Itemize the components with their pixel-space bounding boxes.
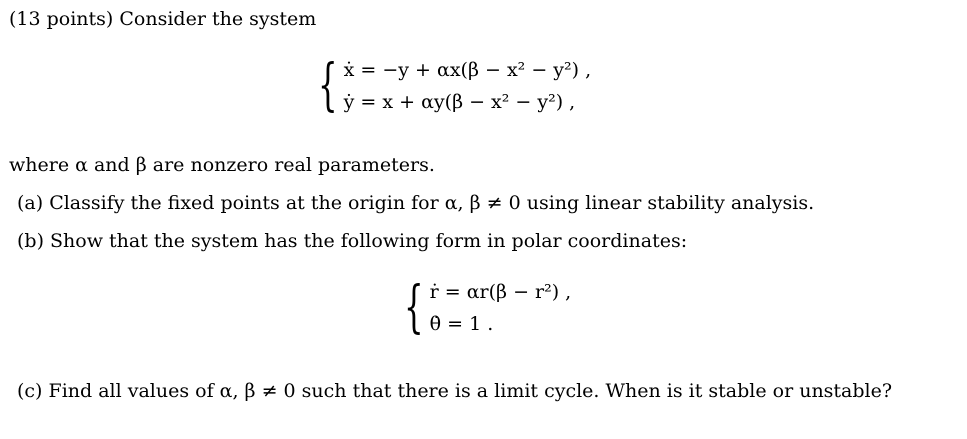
equation-group	[344, 59, 591, 113]
ode-system-cartesian	[318, 53, 592, 118]
part-b-question: (b) Show that the system has the following form in polar coordinates:	[17, 230, 688, 252]
ode-system-polar	[404, 275, 572, 340]
equation-r-dot: ṙ = αr(β − r²) ,	[429, 281, 572, 303]
problem-header: (13 points) Consider the system	[9, 8, 317, 30]
part-c-question: (c) Find all values of α, β ≠ 0 such that there is a limit cycle. When is it stable or unstable?	[17, 380, 893, 402]
left-brace: {	[404, 275, 424, 340]
equation-group	[430, 281, 572, 335]
part-a-question: (a) Classify the fixed points at the origin for α, β ≠ 0 using linear stability analysis.	[17, 192, 815, 214]
equation-theta-dot: θ̇ = 1 .	[429, 313, 494, 335]
parameter-statement: where α and β are nonzero real parameters.	[9, 154, 435, 176]
equation-x-dot: ẋ = −y + αx(β − x² − y²) ,	[343, 59, 592, 81]
left-brace: {	[318, 53, 338, 118]
equation-y-dot: ẏ = x + αy(β − x² − y²) ,	[343, 91, 576, 113]
